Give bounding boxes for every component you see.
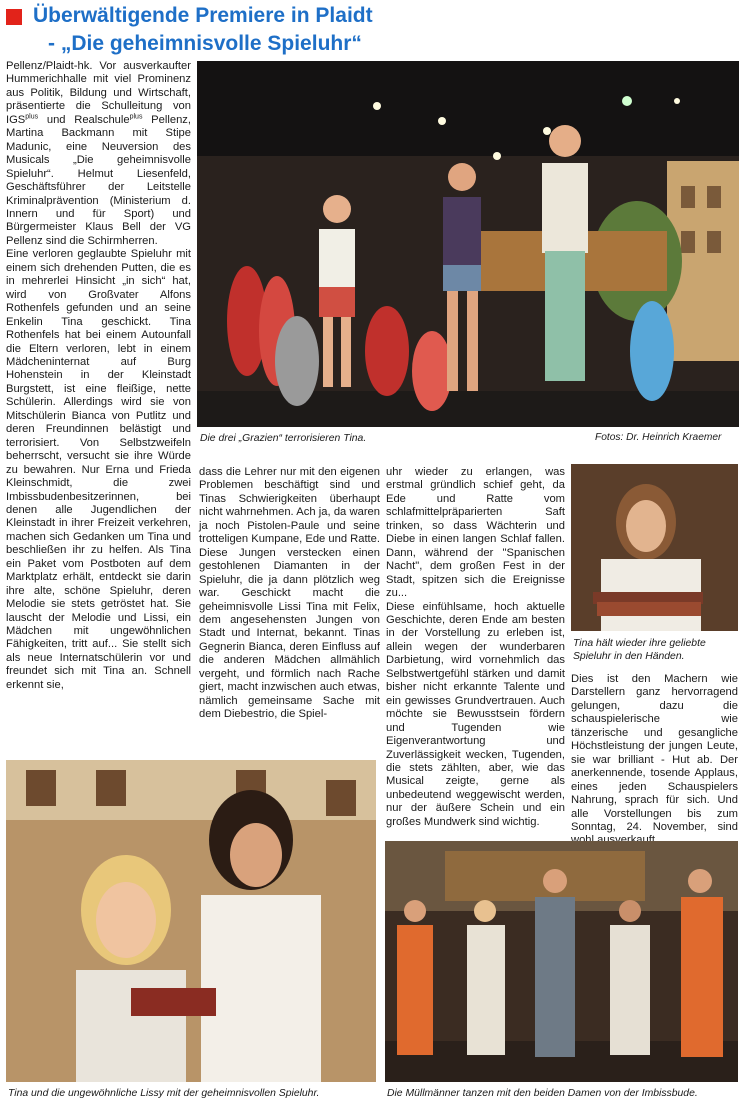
headline-line-2: - „Die geheimnisvolle Spieluhr“ xyxy=(48,32,362,55)
article-column-2 xyxy=(199,466,380,722)
article-paragraph-intro: Pellenz/Plaidt-hk. Vor ausverkaufter Hummerichhalle mit viel Prominenz aus Politik, Bildung und Wirtschaft, präsentierte die Schulleitung von $IGS^{plus}$ und Realschule$^{plus}$ Pellenz, Martina Backmann mit Stipe Madunic, eine Neuversion des Musicals „Die geheimnisvolle Spieluhr“. Helmut Liesenfeld, Geschäftsführer der Leitstelle Kriminalprävention (Ministerium d. Innern und für Sport) und Bürgermeister Klaus Bell der VG Pellenz sind die Schirmherren. xyxy=(6,60,191,247)
photo-garbage-men xyxy=(385,841,738,1082)
article-column-3 xyxy=(386,466,565,829)
article-paragraph-col2: dass die Lehrer nur mit den eigenen Problemen beschäftigt sind und Tinas Schwierigkeiten überhaupt nicht wahrnehmen. Ach ja, da waren ja noch Pistolen-Paule und seine trotteligen Kumpane, Ede und Ratte. Diese Jungen verstecken einen gestohlenen Diamanten in der Spieluhr, die ja dann plötzlich weg war. Geschickt macht die geheimnisvolle Lissi Tina mit Felix, dem angesehensten Jungen von Stadt und Internat, bekannt. Tinas Gegnerin Bianca, deren Einfluss auf die anderen Mädchen allmählich vergeht, und förmlich nach Rache giert, macht inzwischen auch etwas, nämlich gemeinsame Sache mit dem Diebestrio, die Spiel- xyxy=(199,466,380,721)
photo-tina-lissy xyxy=(6,760,376,1082)
article-paragraph-col3a: uhr wieder zu erlangen, was erstmal gründlich schief geht, da Ede und Ratte vom schlafmittelpräparierten Saft trinken, so dass Wächterin und Diebe in einen langen Schlaf fallen. Dann, während der "Spanischen Nacht", dem großen Fest in der Stadt, spitzen sich die Ereignisse zu... xyxy=(386,466,565,600)
caption-tina-lissy: Tina und die ungewöhnliche Lissy mit der geheimnisvollen Spieluhr. xyxy=(8,1088,320,1099)
photo-tina-musicbox xyxy=(571,464,738,631)
caption-dance-photo: Die drei „Grazien“ terrorisieren Tina. xyxy=(200,433,367,444)
article-column-1 xyxy=(6,60,191,692)
photo-credit: Fotos: Dr. Heinrich Kraemer xyxy=(595,432,722,443)
caption-tina-line2: Spieluhr in den Händen. xyxy=(573,651,685,662)
article-paragraph-col4: Dies ist den Machern wie Darstellern ganz hervorragend gelungen, dazu die schauspielerische wie tänzerische und gesangliche Höchstleistung der jungen Leute, sie war brilliant - Hut ab. Der anerkennende, tosende Applaus, eines jeden Schauspielers Nahrung, sprach für sich. Und alle Vorstellungen bis zum Sonntag, 24. November, sind xyxy=(571,673,738,833)
article-paragraph-story: Eine verloren geglaubte Spieluhr mit einem sich drehenden Putten, die es in mehrerlei Hinsicht „in sich“ hat, wird von Großvater Alfons Rothenfels gefunden und an seine Enkelin Tina geschickt. Tina Rothenfels hat bei einem Autounfall die Eltern verloren, lebt in einem Mädcheninternat auf Burg Hohenstein in der Kleinstadt Burgstett, ist eine fleißige, nette Schülerin. Allerdings wird sie von Mitschülerin Bianca von Putlitz und deren Freundinnen belästigt und terrorisiert. Von Selbstzweifeln beherrscht, versucht sie ihre Würde zu bewahren. Nur Erna und Frieda Kleinschmidt, die zwei Imbissbudenbesitzerinnen, bei denen alle Jugendlichen der Kleinstadt in ihrer Freizeit verkehren, machen sich Gedanken um Tina und beschließen ihr zu helfen. Als Tina ein Paket vom Postboten auf dem Marktplatz erhält, entdeckt sie darin ihre alte, schöne Spieluhr, deren Melodie sie stets getröstet hat. Sie lauscht der Melodie und Lissi, ein Mädchen mit ungewöhnlichen Fähigkeiten, tritt auf... Sie stellt sich als neue Internatschülerin vor und freundet sich mit Tina an. Schnell erkennt sie, xyxy=(6,248,191,691)
headline-marker xyxy=(6,9,22,25)
caption-garbage-men: Die Müllmänner tanzen mit den beiden Damen von der Imbissbude. xyxy=(387,1088,698,1099)
article-column-4 xyxy=(571,673,738,848)
article-paragraph-col3b: Diese einfühlsame, hoch aktuelle Geschichte, deren Ende am besten in der Vorstellung zu erleben ist, allein wegen der wunderbaren Darbietung, wird vornehmlich das Selbstwertgefühl stärken und damit bisher nicht erkannte Talente und ein gewisses Grundvertrauen. Auch möchte sie Bewusstsein fördern und Tugenden wie Eigenverantwortung und Zuverlässigkeit wecken, Tugenden, die stets zählten, aber, wie das Musical zeigte, gerne als unbedeutend weggewischt werden, nur der äußere Schein und ein großes Mundwerk sind wichtig. xyxy=(386,600,565,828)
photo-stage-dancers xyxy=(197,61,739,427)
headline-line-1: Überwältigende Premiere in Plaidt xyxy=(33,4,373,27)
caption-tina-line1: Tina hält wieder ihre geliebte xyxy=(573,638,706,649)
